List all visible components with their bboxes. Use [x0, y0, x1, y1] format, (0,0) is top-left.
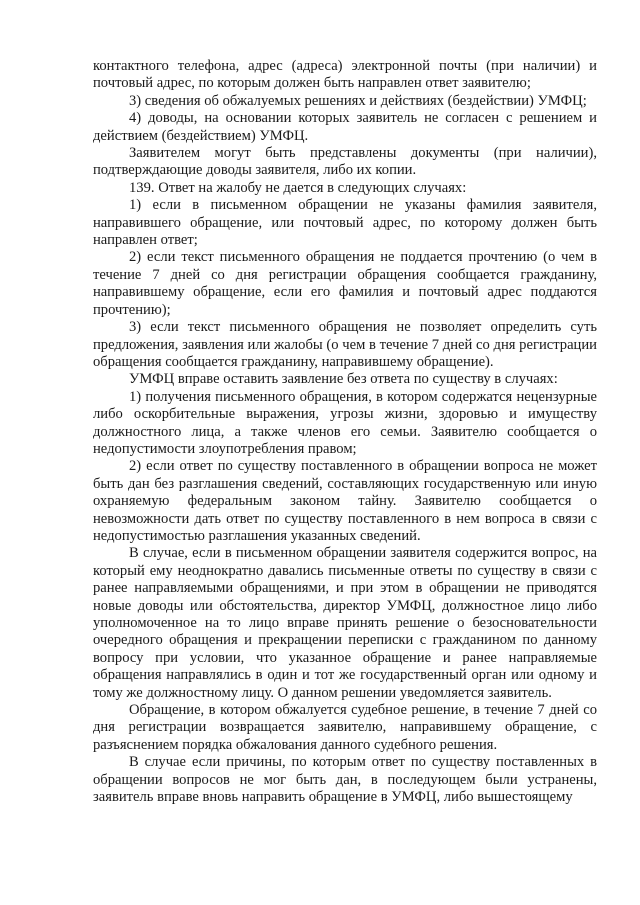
document-page [93, 58, 597, 806]
paragraph-item-3-decisions: 3) сведения об обжалуемых решениях и действиях (бездействии) УМФЦ; [129, 92, 587, 109]
paragraph-obscene-content: 1) получения письменного обращения, в котором содержатся нецензурные либо оскорбительные выражения, угрозы жизни, здоровью и имуществу должностного лица, а также членов его семьи. Заявителю сообщается о недопустимости злоупотребления правом; [93, 388, 597, 457]
paragraph-case-1-no-name: 1) если в письменном обращении не указаны фамилия заявителя, направившего обращение, или почтовый адрес, по которому должен быть направлен ответ; [93, 197, 597, 249]
paragraph-resubmission: В случае если причины, по которым ответ по существу поставленных в обращении вопросов не мог быть дан, в последующем были устранены, заявитель вправе вновь направить обращение в УМФЦ, либо вышестоящему [93, 754, 597, 806]
paragraph-section-139: 139. Ответ на жалобу не дается в следующих случаях: [129, 179, 467, 196]
paragraph-item-4-arguments: 4) доводы, на основании которых заявитель не согласен с решением и действием (бездействием) УМФЦ. [93, 110, 597, 144]
paragraph-repeated-appeal: В случае, если в письменном обращении заявителя содержится вопрос, на который ему неоднократно давались письменные ответы по существу в связи с ранее направляемыми обращениями, и при этом в обращении не приводятся новые доводы или обстоятельства, директор УМФЦ, должностное лицо либо уполномоченное на то лицо вправе принять решение о безосновательности очередного обращения и прекращении переписки с гражданином по данному вопросу при условии, что указанное обращение и ранее направляемые обращения направлялись в один и тот же государственный орган или одному и тому же должностному лицу. О данном решении уведомляется заявитель. [93, 545, 597, 701]
paragraph-supporting-documents: Заявителем могут быть представлены документы (при наличии), подтверждающие доводы заявителя, либо их копии. [93, 145, 597, 179]
paragraph-contact-address: контактного телефона, адрес (адреса) электронной почты (при наличии) и почтовый адрес, по которым должен быть направлен ответ заявителю; [93, 58, 597, 92]
paragraph-case-2-unreadable: 2) если текст письменного обращения не поддается прочтению (о чем в течение 7 дней со дня регистрации обращения сообщается гражданину, направившему обращение, если его фамилия и почтовый адрес поддаются прочтению); [93, 249, 597, 318]
paragraph-state-secret: 2) если ответ по существу поставленного в обращении вопроса не может быть дан без разглашения сведений, составляющих государственную или иную охраняемую федеральным законом тайну. Заявителю сообщается о невозможности дать ответ по существу поставленного в нем вопроса в связи с недопустимостью разглашения указанных сведений. [93, 458, 597, 544]
paragraph-no-answer-cases: УМФЦ вправе оставить заявление без ответа по существу в случаях: [129, 371, 558, 388]
paragraph-court-decision: Обращение, в котором обжалуется судебное решение, в течение 7 дней со дня регистрации возвращается заявителю, направившему обращение, с разъяснением порядка обжалования данного судебного решения. [93, 702, 597, 753]
paragraph-case-3-unclear: 3) если текст письменного обращения не позволяет определить суть предложения, заявления или жалобы (о чем в течение 7 дней со дня регистрации обращения сообщается гражданину, направившему обращение). [93, 319, 597, 370]
